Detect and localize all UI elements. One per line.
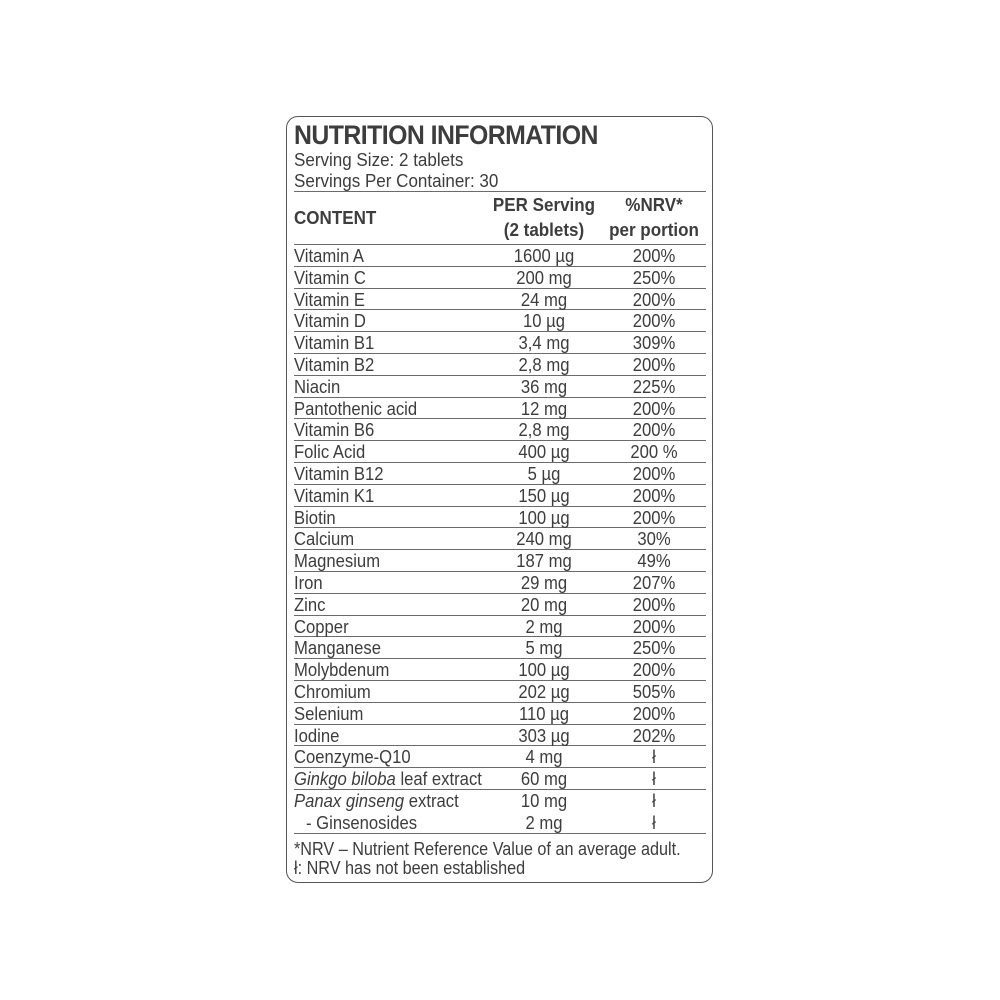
nutrient-amount: 10 µg bbox=[522, 310, 565, 332]
label-title: NUTRITION INFORMATION bbox=[294, 120, 598, 150]
nutrient-name: - Ginsenosides bbox=[306, 811, 418, 833]
nutrient-amount: 5 µg bbox=[527, 462, 561, 484]
nutrient-amount: 3,4 mg bbox=[518, 332, 570, 354]
nutrient-nrv: 200% bbox=[632, 353, 676, 375]
header-nrv: %NRV* bbox=[625, 194, 683, 215]
nutrient-name: Selenium bbox=[294, 702, 364, 724]
nutrient-name: Vitamin B12 bbox=[294, 462, 384, 484]
nutrient-nrv: 250% bbox=[632, 266, 676, 288]
header-per-serving: PER Serving bbox=[492, 194, 596, 215]
nutrient-amount: 10 mg bbox=[520, 789, 568, 811]
table-row bbox=[294, 354, 706, 376]
nutrient-name: Molybdenum bbox=[294, 659, 390, 681]
nutrient-nrv: 200% bbox=[632, 593, 676, 615]
nutrient-amount: 5 mg bbox=[525, 637, 563, 659]
nutrient-amount: 29 mg bbox=[520, 571, 568, 593]
table-row bbox=[294, 398, 706, 420]
nutrient-nrv: 200 % bbox=[630, 441, 678, 463]
nutrient-nrv: 200% bbox=[632, 702, 676, 724]
table-row bbox=[294, 419, 706, 441]
table-row bbox=[294, 376, 706, 398]
nutrient-nrv: 207% bbox=[632, 571, 676, 593]
nutrient-nrv: 200% bbox=[632, 397, 676, 419]
nutrient-name: Vitamin C bbox=[294, 266, 366, 288]
nutrient-nrv: 30% bbox=[637, 528, 671, 550]
nutrient-name: Calcium bbox=[294, 528, 355, 550]
table-row bbox=[294, 616, 706, 638]
table-row bbox=[294, 725, 706, 747]
serving-size: Serving Size: 2 tablets bbox=[294, 149, 464, 170]
nutrient-nrv: ł bbox=[652, 811, 656, 833]
nutrient-name: Iodine bbox=[294, 724, 340, 746]
nutrient-nrv: 200% bbox=[632, 419, 676, 441]
table-row bbox=[294, 659, 706, 681]
nutrient-amount: 36 mg bbox=[520, 375, 568, 397]
nutrient-amount: 2 mg bbox=[525, 615, 563, 637]
table-row bbox=[294, 572, 706, 594]
nutrient-amount: 400 µg bbox=[518, 441, 570, 463]
nutrient-nrv: 505% bbox=[632, 680, 676, 702]
nutrient-nrv: ł bbox=[652, 768, 656, 790]
nutrient-name: Vitamin E bbox=[294, 288, 365, 310]
nutrient-nrv: ł bbox=[652, 746, 656, 768]
nutrient-nrv: 200% bbox=[632, 245, 676, 266]
nutrient-amount: 12 mg bbox=[520, 397, 568, 419]
nutrient-amount: 150 µg bbox=[518, 484, 570, 506]
footnote-nrv: *NRV – Nutrient Reference Value of an average adult. bbox=[294, 838, 681, 859]
nutrient-name: Vitamin B2 bbox=[294, 353, 375, 375]
table-row-ginsenosides bbox=[294, 812, 706, 834]
nutrient-nrv: 200% bbox=[632, 615, 676, 637]
nutrient-name: Coenzyme-Q10 bbox=[294, 746, 411, 768]
table-row bbox=[294, 332, 706, 354]
table-row bbox=[294, 289, 706, 311]
nutrient-nrv: 200% bbox=[632, 288, 676, 310]
nutrient-amount: 202 µg bbox=[518, 680, 570, 702]
panax-name-rest: extract bbox=[404, 789, 459, 811]
table-row-panax bbox=[294, 790, 706, 812]
nutrient-amount: 2,8 mg bbox=[518, 353, 570, 375]
table-row bbox=[294, 463, 706, 485]
ginkgo-name-rest: leaf extract bbox=[395, 768, 482, 790]
nutrient-name bbox=[294, 790, 459, 811]
table-row bbox=[294, 310, 706, 332]
nutrient-name: Iron bbox=[294, 571, 323, 593]
nutrient-name: Folic Acid bbox=[294, 441, 366, 463]
nutrient-name: Manganese bbox=[294, 637, 382, 659]
table-row bbox=[294, 245, 706, 267]
header-content: CONTENT bbox=[294, 207, 377, 228]
nutrient-nrv: 200% bbox=[632, 659, 676, 681]
nutrient-nrv: 250% bbox=[632, 637, 676, 659]
nutrient-name: Biotin bbox=[294, 506, 336, 528]
table-row bbox=[294, 550, 706, 572]
nutrient-nrv: 309% bbox=[632, 332, 676, 354]
nutrient-name bbox=[294, 768, 482, 789]
nutrient-nrv: ł bbox=[652, 789, 656, 811]
table-row bbox=[294, 594, 706, 616]
nutrient-amount: 24 mg bbox=[520, 288, 568, 310]
nutrient-amount: 187 mg bbox=[516, 550, 572, 572]
table-row bbox=[294, 681, 706, 703]
nutrient-amount: 20 mg bbox=[520, 593, 568, 615]
nutrient-amount: 200 mg bbox=[516, 266, 572, 288]
nutrient-nrv: 225% bbox=[632, 375, 676, 397]
nutrient-name: Vitamin K1 bbox=[294, 484, 375, 506]
nutrient-rows bbox=[294, 245, 706, 834]
nutrient-nrv: 200% bbox=[632, 506, 676, 528]
nutrient-amount: 60 mg bbox=[520, 768, 568, 790]
nutrient-nrv: 202% bbox=[632, 724, 676, 746]
nutrient-nrv: 200% bbox=[632, 484, 676, 506]
footnote-not-established: ł: NRV has not been established bbox=[294, 857, 526, 878]
table-row bbox=[294, 703, 706, 725]
nutrient-amount: 2,8 mg bbox=[518, 419, 570, 441]
table-row bbox=[294, 528, 706, 550]
nutrient-name: Vitamin B6 bbox=[294, 419, 375, 441]
header-per-serving-sub: (2 tablets) bbox=[503, 219, 585, 240]
nutrient-name: Copper bbox=[294, 615, 349, 637]
nutrient-nrv: 200% bbox=[632, 462, 676, 484]
table-row bbox=[294, 637, 706, 659]
nutrient-amount: 303 µg bbox=[518, 724, 570, 746]
nutrient-name: Vitamin D bbox=[294, 310, 366, 332]
nutrient-amount: 1600 µg bbox=[513, 245, 575, 266]
nutrient-amount: 2 mg bbox=[525, 811, 563, 833]
nutrient-amount: 4 mg bbox=[525, 746, 563, 768]
nutrient-nrv: 200% bbox=[632, 310, 676, 332]
nutrient-name: Vitamin A bbox=[294, 245, 365, 266]
nutrient-amount: 240 mg bbox=[516, 528, 572, 550]
nutrient-amount: 110 µg bbox=[518, 702, 570, 724]
nutrient-amount: 100 µg bbox=[518, 659, 570, 681]
nutrient-amount: 100 µg bbox=[518, 506, 570, 528]
nutrient-name: Vitamin B1 bbox=[294, 332, 375, 354]
header-nrv-sub: per portion bbox=[609, 219, 699, 240]
nutrient-name: Pantothenic acid bbox=[294, 397, 418, 419]
table-row bbox=[294, 441, 706, 463]
table-row bbox=[294, 267, 706, 289]
servings-per-container: Servings Per Container: 30 bbox=[294, 170, 499, 191]
nutrition-label bbox=[286, 116, 713, 883]
table-row bbox=[294, 746, 706, 768]
ginkgo-name-italic: Ginkgo biloba bbox=[294, 768, 396, 790]
table-row-ginkgo bbox=[294, 768, 706, 790]
nutrient-name: Magnesium bbox=[294, 550, 381, 572]
nutrient-name: Niacin bbox=[294, 375, 341, 397]
nutrient-name: Zinc bbox=[294, 593, 326, 615]
table-row bbox=[294, 507, 706, 529]
nutrient-nrv: 49% bbox=[637, 550, 671, 572]
table-header bbox=[294, 191, 706, 245]
panax-name-italic: Panax ginseng bbox=[294, 789, 405, 811]
nutrient-name: Chromium bbox=[294, 680, 371, 702]
table-row bbox=[294, 485, 706, 507]
